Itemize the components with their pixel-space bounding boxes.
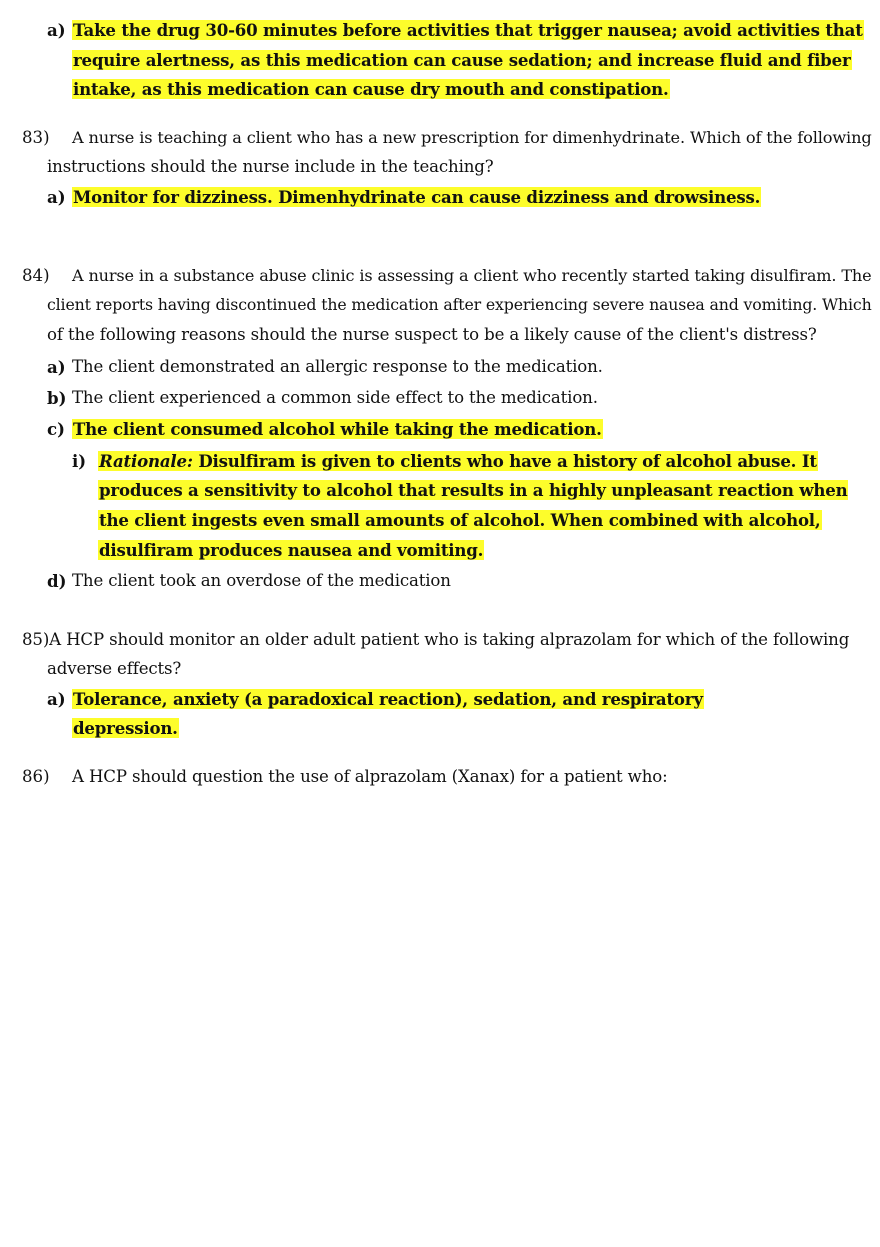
rationale-line: disulfiram produces nausea and vomiting. xyxy=(99,540,484,560)
highlighted-answer-line: depression. xyxy=(73,718,178,738)
option-label: a) xyxy=(47,20,66,40)
highlighted-answer-line: intake, as this medication can cause dry mouth and constipation. xyxy=(73,79,669,99)
option-label: c) xyxy=(47,419,65,439)
question-stem-line: instructions should the nurse include in the teaching? xyxy=(47,157,494,176)
question-number: 83) xyxy=(22,128,50,147)
rationale-line: Rationale: Disulfiram is given to clients who have a history of alcohol abuse. It xyxy=(99,451,817,471)
option-text: The client took an overdose of the medication xyxy=(72,571,451,590)
highlighted-answer-line: Take the drug 30-60 minutes before activities that trigger nausea; avoid activities that xyxy=(73,20,863,40)
option-text: The client experienced a common side effect to the medication. xyxy=(72,388,598,407)
question-stem-line: adverse effects? xyxy=(47,659,182,678)
option-label: d) xyxy=(47,571,67,591)
question-stem-line: of the following reasons should the nurse suspect to be a likely cause of the client's distress? xyxy=(47,325,817,344)
question-stem-line: client reports having discontinued the medication after experiencing severe nausea and vomiting. Which xyxy=(47,295,872,314)
question-stem-line: A nurse in a substance abuse clinic is assessing a client who recently started taking disulfiram. The xyxy=(72,266,872,285)
highlighted-answer-line: Monitor for dizziness. Dimenhydrinate can cause dizziness and drowsiness. xyxy=(73,187,761,207)
highlighted-answer-line: Tolerance, anxiety (a paradoxical reaction), sedation, and respiratory xyxy=(73,689,703,709)
option-text: The client demonstrated an allergic response to the medication. xyxy=(72,357,603,376)
highlighted-answer-line: require alertness, as this medication can cause sedation; and increase fluid and fiber xyxy=(73,50,851,70)
question-stem-line: 85)A HCP should monitor an older adult patient who is taking alprazolam for which of the following xyxy=(22,630,850,649)
highlighted-answer-line: The client consumed alcohol while taking the medication. xyxy=(73,419,602,439)
option-label: a) xyxy=(47,357,66,377)
option-label: a) xyxy=(47,689,66,709)
option-label: b) xyxy=(47,388,67,408)
question-stem-line: A nurse is teaching a client who has a new prescription for dimenhydrinate. Which of the following xyxy=(72,128,872,147)
question-stem-line: A HCP should question the use of alprazolam (Xanax) for a patient who: xyxy=(72,767,668,786)
option-label: a) xyxy=(47,187,66,207)
rationale-line: produces a sensitivity to alcohol that results in a highly unpleasant reaction when xyxy=(99,480,848,500)
question-number: 84) xyxy=(22,266,50,285)
rationale-line: the client ingests even small amounts of alcohol. When combined with alcohol, xyxy=(99,510,821,530)
rationale-title: Rationale: xyxy=(99,451,193,471)
rationale-label: i) xyxy=(72,451,87,471)
question-number: 86) xyxy=(22,767,50,786)
